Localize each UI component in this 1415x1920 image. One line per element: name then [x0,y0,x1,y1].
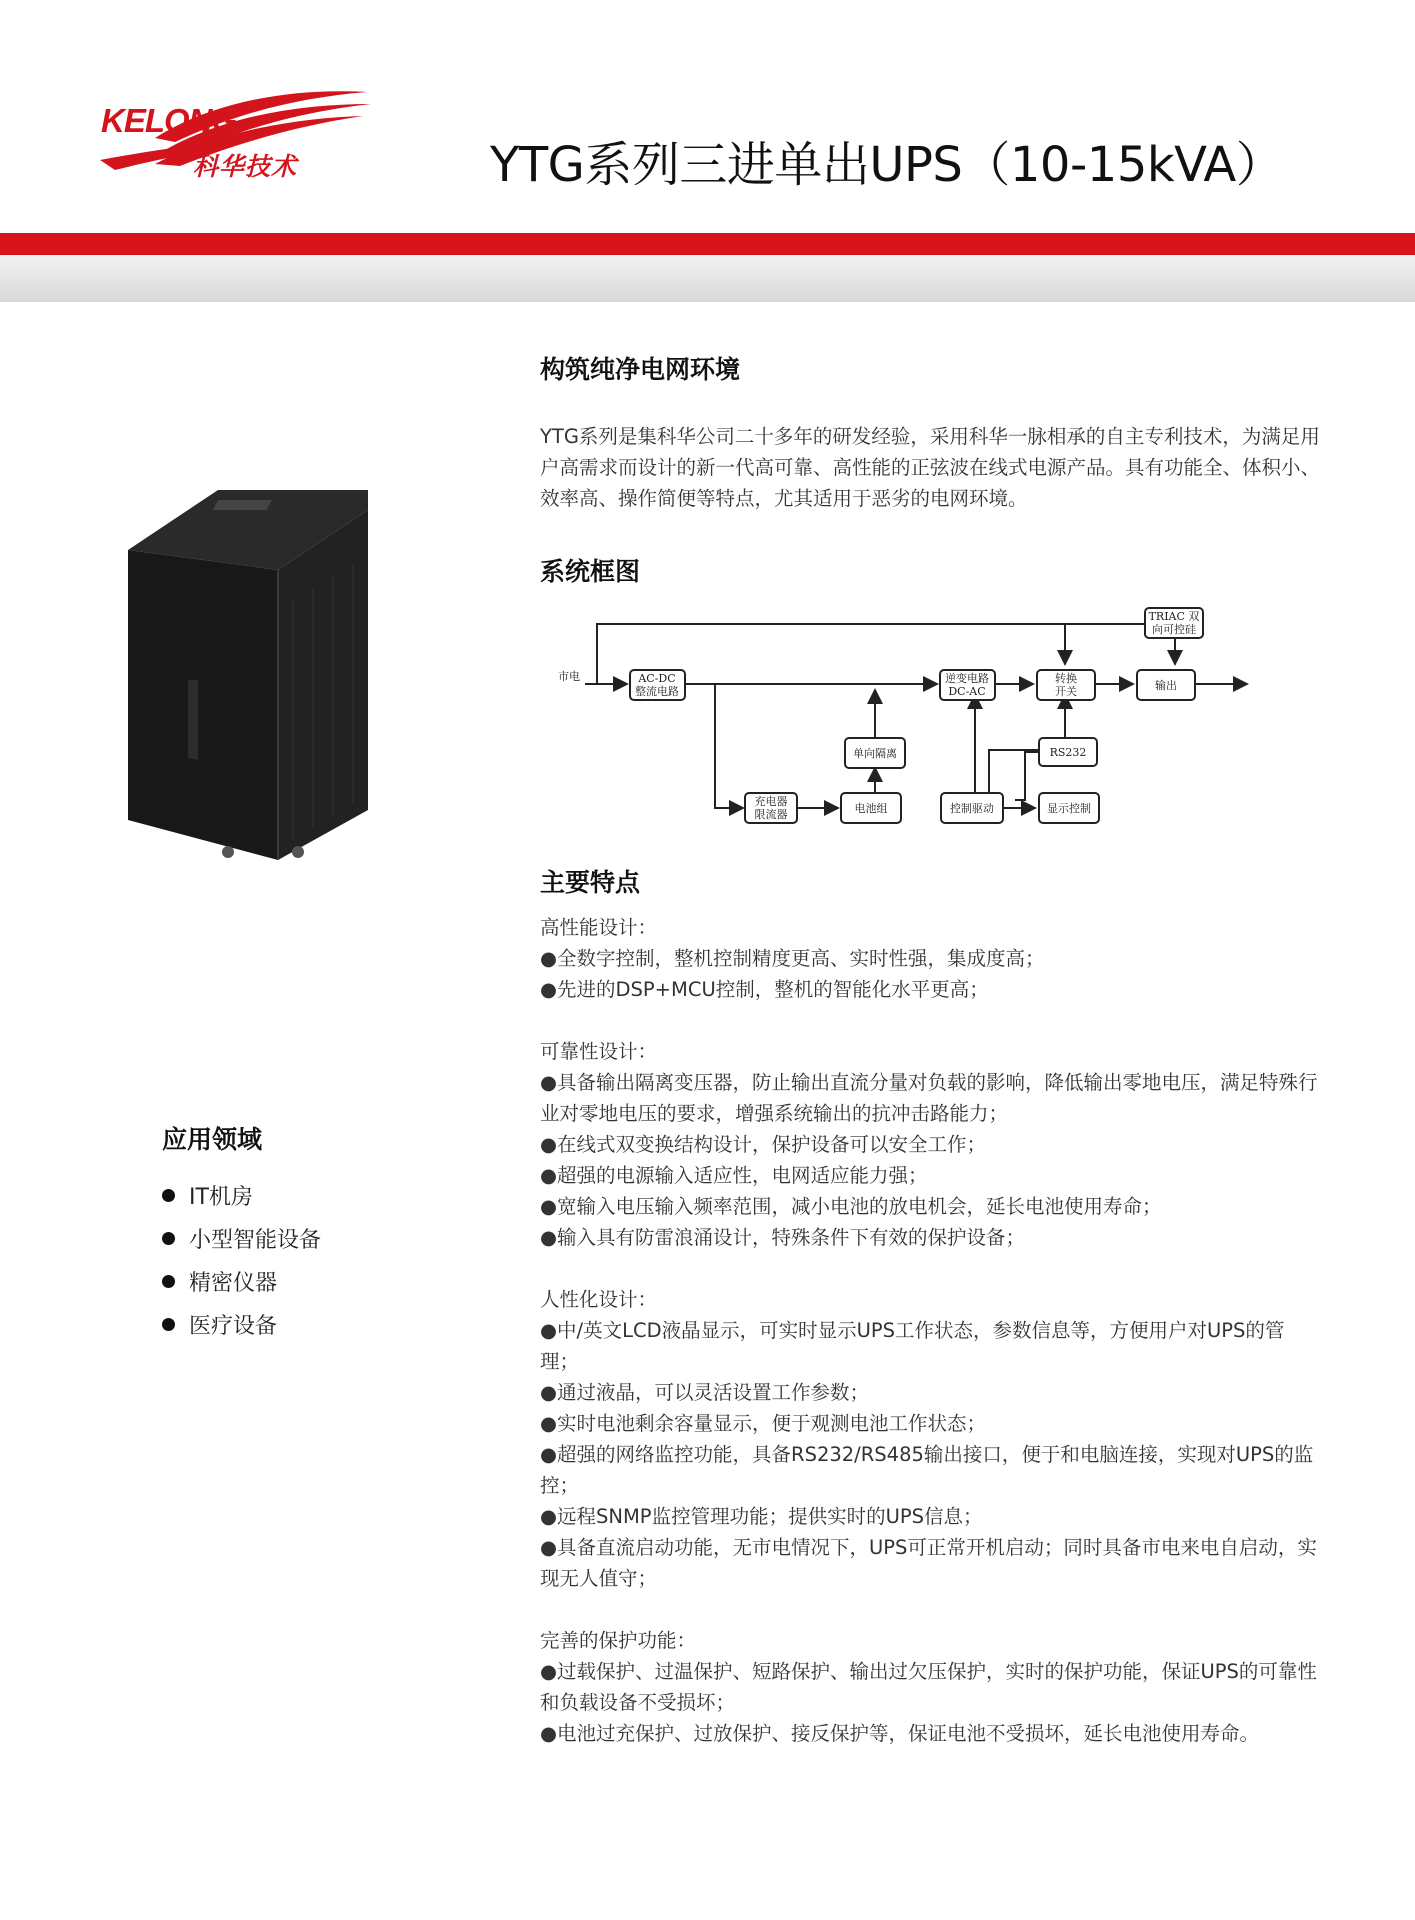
diagram-heading: 系统框图 [540,557,641,586]
features-section [540,912,1320,1780]
diagram-label-charger2: 限流器 [754,808,788,821]
list-item: IT机房 [162,1176,321,1219]
diagram-label-acdc1: AC-DC [638,672,676,685]
diagram-label-display: 显示控制 [1047,802,1091,815]
intro-text: YTG系列是集科华公司二十多年的研发经验，采用科华一脉相承的自主专利技术，为满足用户高需求而设计的新一代高可靠、高性能的正弦波在线式电源产品。具有功能全、体积小、效率高、操作简便等特点，尤其适用于恶劣的电网环境。 [540,425,1321,510]
feature-group-reliability [540,1036,1320,1253]
page-header [0,0,1415,232]
feature-item: ●在线式双变换结构设计，保护设备可以安全工作； [540,1133,987,1156]
diagram-label-triac2: 向可控硅 [1152,623,1196,636]
feature-group-title: 高性能设计： [540,916,658,939]
feature-item: ●过载保护、过温保护、短路保护、输出过欠压保护，实时的保护功能，保证UPS的可靠性和负载设备不受损坏； [540,1660,1317,1714]
feature-group-title: 可靠性设计： [540,1040,658,1063]
feature-group-usability [540,1284,1320,1594]
diagram-label-charger1: 充电器 [754,795,788,808]
feature-item: ●超强的网络监控功能，具备RS232/RS485输出接口，便于和电脑连接，实现对UPS的监控； [540,1443,1314,1497]
bullet-icon [162,1318,175,1331]
feature-item: ●具备直流启动功能，无市电情况下，UPS可正常开机启动；同时具备市电来电自启动，实现无人值守； [540,1536,1317,1590]
diagram-label-battery: 电池组 [854,802,888,815]
logo-cn: 科华技术 [193,152,298,181]
feature-item: ●全数字控制，整机控制精度更高、实时性强，集成度高； [540,947,1045,970]
red-band [0,233,1415,255]
feature-item: ●输入具有防雷浪涌设计，特殊条件下有效的保护设备； [540,1226,1026,1249]
diagram-label-switch1: 转换 [1055,672,1077,685]
feature-item: ●实时电池剩余容量显示，便于观测电池工作状态； [540,1412,987,1435]
diagram-label-control: 控制驱动 [950,802,994,815]
feature-item: ●超强的电源输入适应性，电网适应能力强； [540,1164,928,1187]
feature-group-title: 人性化设计： [540,1288,658,1311]
diagram-label-acdc2: 整流电路 [635,685,679,698]
list-item: 医疗设备 [162,1305,321,1348]
feature-item: ●远程SNMP监控管理功能；提供实时的UPS信息； [540,1505,983,1528]
list-item: 小型智能设备 [162,1219,321,1262]
feature-item: ●中/英文LCD液晶显示，可实时显示UPS工作状态，参数信息等，方便用户对UPS的管理； [540,1319,1285,1373]
logo-en: KELONG [101,102,237,139]
diagram-label-output: 输出 [1155,679,1177,692]
feature-item: ●具备输出隔离变压器，防止输出直流分量对负载的影响，降低输出零地电压，满足特殊行业对零地电压的要求，增强系统输出的抗冲击路能力； [540,1071,1318,1125]
applications-list [162,1176,321,1348]
kelong-logo [95,80,385,190]
bullet-icon [162,1189,175,1202]
diagram-label-mains: 市电 [558,670,580,683]
diagram-label-inverter2: DC-AC [948,685,986,698]
diagram-label-switch2: 开关 [1055,685,1077,698]
grey-band [0,255,1415,302]
bullet-icon [162,1232,175,1245]
feature-item: ●宽输入电压输入频率范围，减小电池的放电机会，延长电池使用寿命； [540,1195,1162,1218]
feature-group-performance [540,912,1320,1005]
bullet-icon [162,1275,175,1288]
diagram-label-inverter1: 逆变电路 [945,672,989,685]
list-item: 精密仪器 [162,1262,321,1305]
feature-item: ●先进的DSP+MCU控制，整机的智能化水平更高； [540,978,989,1001]
diagram-label-triac1: TRIAC 双 [1148,610,1200,623]
feature-item: ●通过液晶，可以灵活设置工作参数； [540,1381,870,1404]
feature-item: ●电池过充保护、过放保护、接反保护等，保证电池不受损坏，延长电池使用寿命。 [540,1722,1260,1745]
page-title: YTG系列三进单出UPS（10-15kVA） [490,137,1284,193]
applications-heading: 应用领域 [162,1125,263,1154]
diagram-label-isolation: 单向隔离 [853,747,897,760]
system-block-diagram [555,600,1260,835]
feature-group-protection [540,1625,1320,1749]
features-heading: 主要特点 [540,868,641,897]
intro-heading: 构筑纯净电网环境 [540,355,741,384]
ups-cabinet-image [128,490,368,860]
diagram-label-rs232: RS232 [1049,746,1087,759]
feature-group-title: 完善的保护功能： [540,1629,697,1652]
